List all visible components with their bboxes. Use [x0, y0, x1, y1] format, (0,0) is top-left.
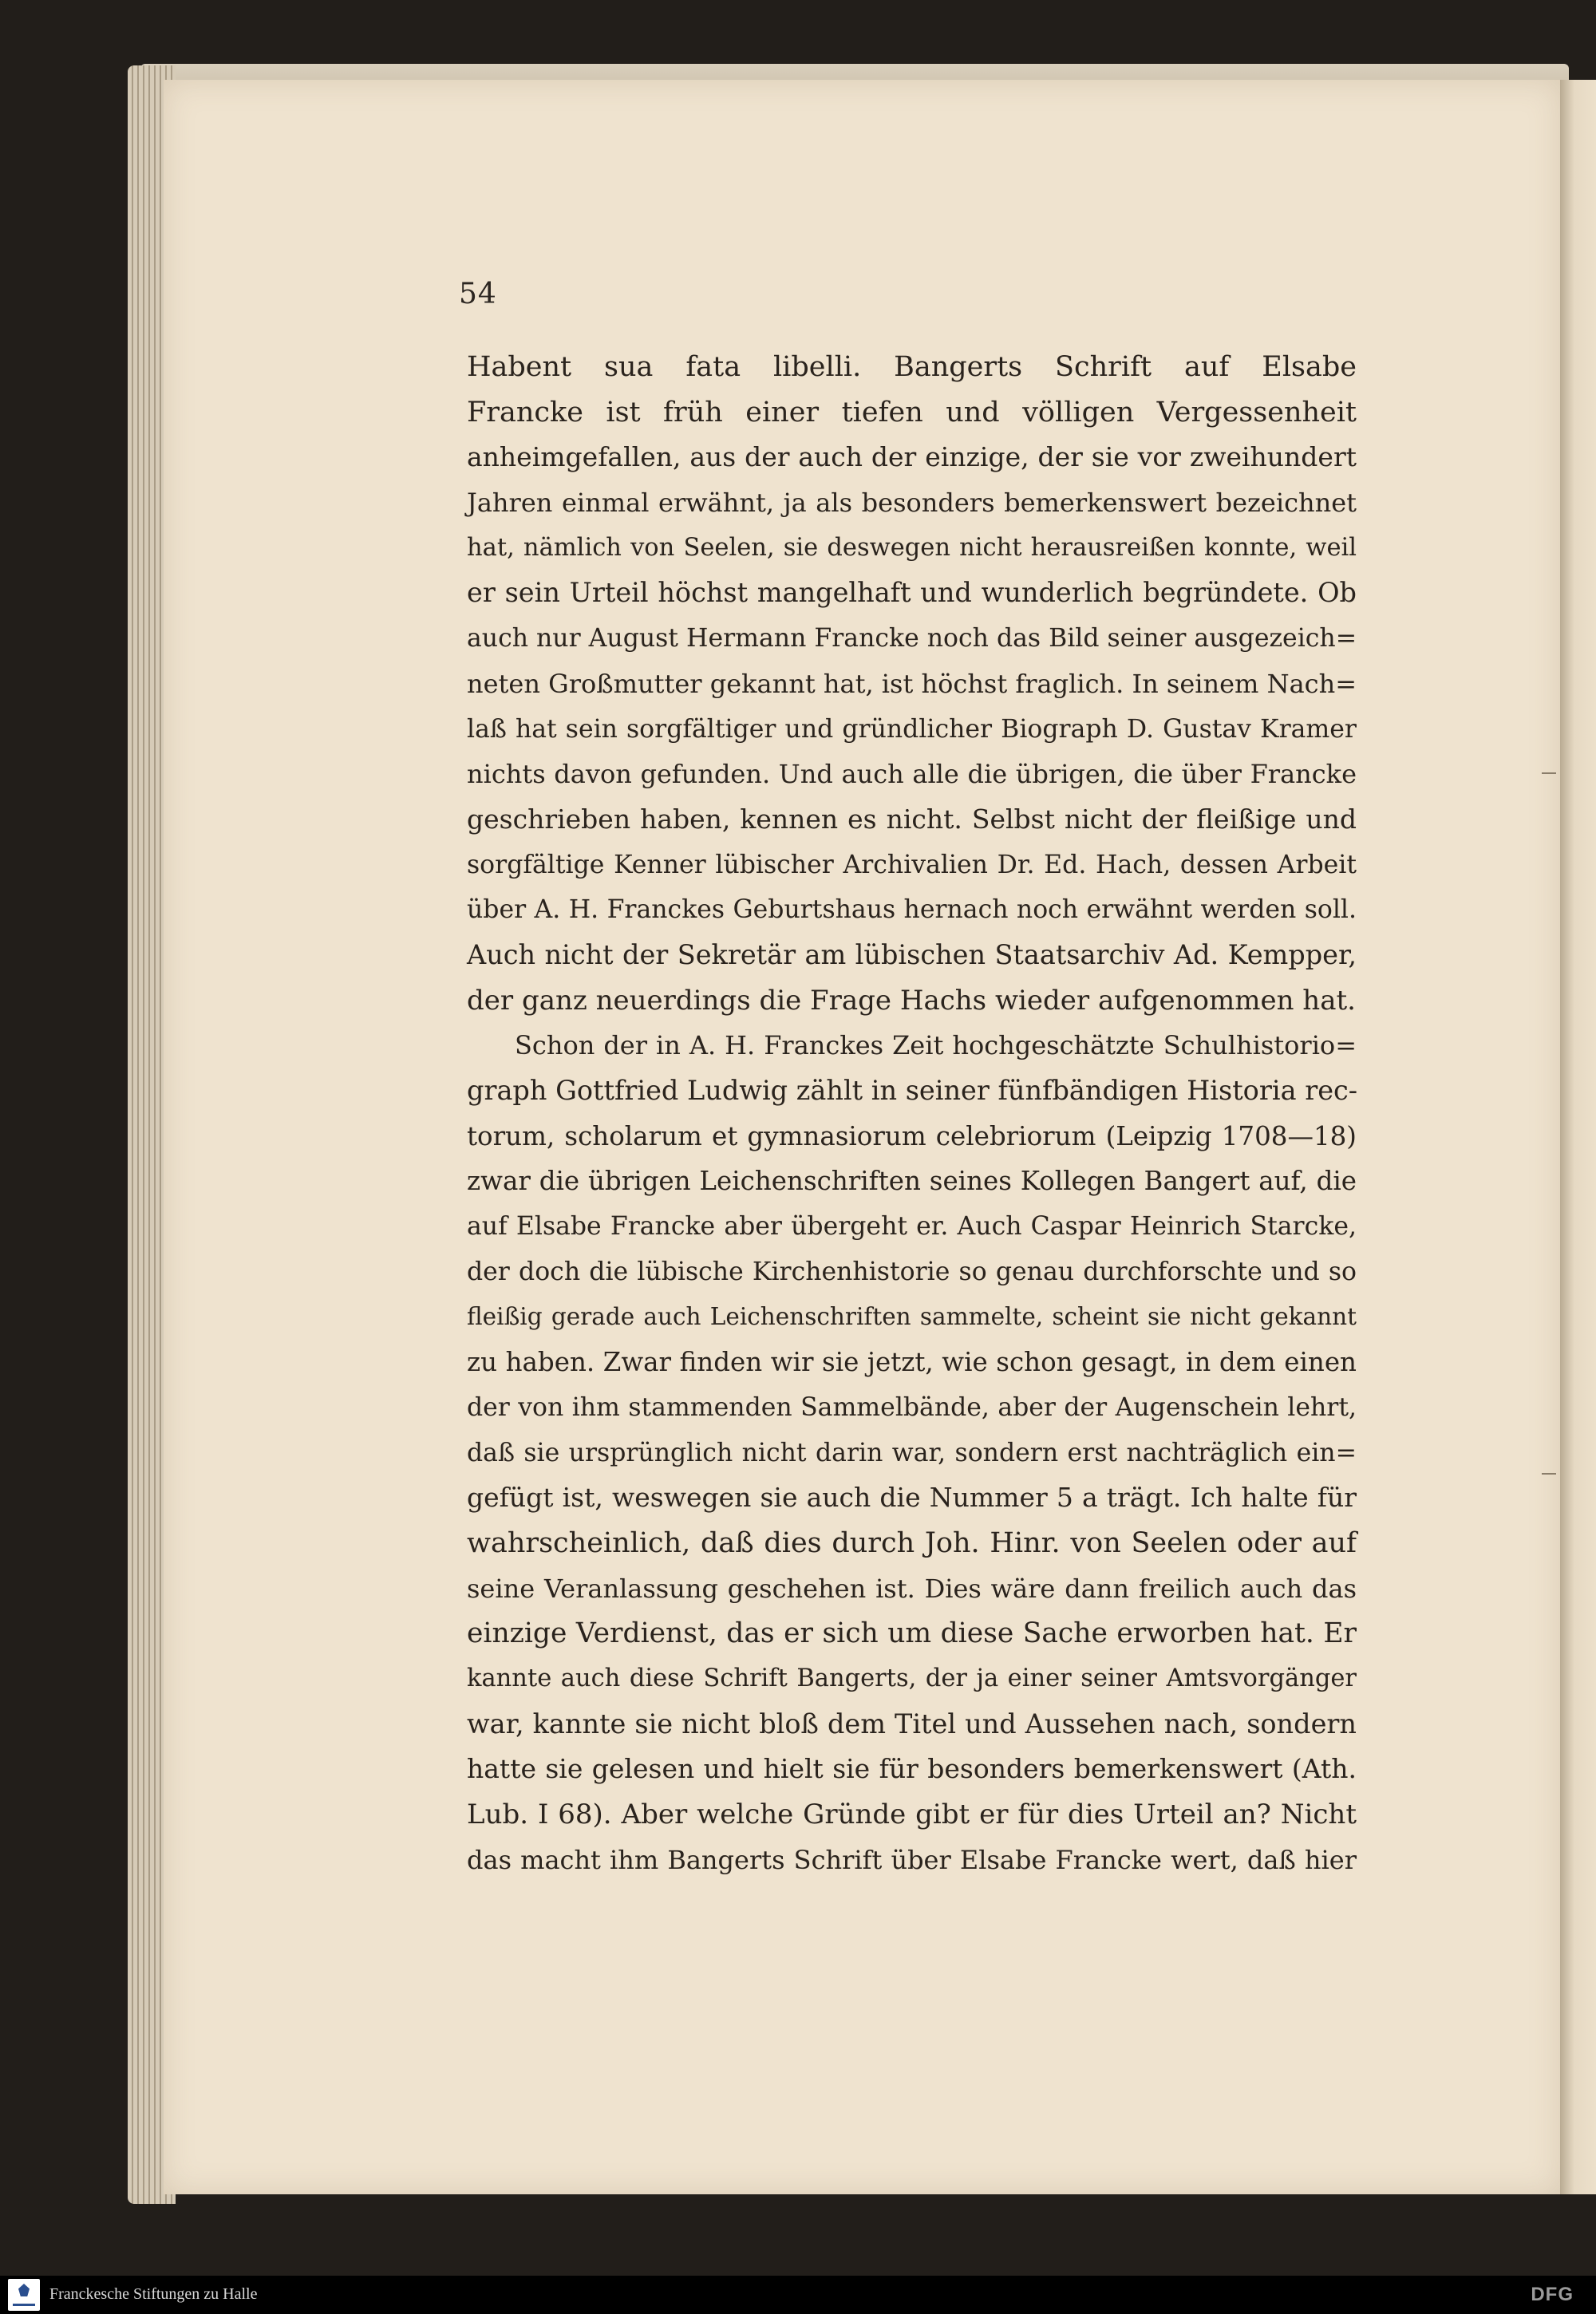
logo-emblem [18, 2284, 30, 2296]
body-text [467, 345, 1357, 1882]
text-line: auch nur August Hermann Francke noch das Bild seiner ausgezeich= [467, 624, 1357, 654]
text-line: nichts davon gefunden. Und auch alle die übrigen, die über Francke [467, 759, 1357, 790]
text-line: über A. H. Franckes Geburtshaus hernach noch erwähnt werden soll. [467, 895, 1357, 925]
text-line: geschrieben haben, kennen es nicht. Selbst nicht der fleißige und [467, 803, 1357, 835]
text-line: sorgfältige Kenner lübischer Archivalien Dr. Ed. Hach, dessen Arbeit [467, 850, 1357, 879]
logo-band [13, 2304, 35, 2306]
text-line: torum, scholarum et gymnasiorum celebriorum (Leipzig 1708—18) [467, 1120, 1357, 1151]
text-line: hat, nämlich von Seelen, sie deswegen nicht herausreißen konnte, weil [467, 533, 1357, 562]
text-line: der ganz neuerdings die Frage Hachs wieder aufgenommen hat. [467, 984, 1356, 1017]
text-line: kannte auch diese Schrift Bangerts, der ja einer seiner Amtsvorgänger [467, 1664, 1357, 1692]
facing-page-edge [1560, 80, 1596, 2194]
text-line: anheimgefallen, aus der auch der einzige, der sie vor zweihundert [467, 441, 1357, 473]
institution-name[interactable]: Franckesche Stiftungen zu Halle [49, 2285, 258, 2303]
text-line: wahrscheinlich, daß dies durch Joh. Hinr. von Seelen oder auf [467, 1526, 1357, 1559]
text-line: graph Gottfried Ludwig zählt in seiner fünfbändigen Historia rec- [467, 1075, 1358, 1106]
text-line: war, kannte sie nicht bloß dem Titel und Aussehen nach, sondern [467, 1708, 1357, 1739]
text-line: laß hat sein sorgfältiger und gründlicher Biograph D. Gustav Kramer [467, 714, 1357, 744]
text-line: zu haben. Zwar finden wir sie jetzt, wie schon gesagt, in dem einen [467, 1347, 1357, 1378]
margin-mark [1542, 1473, 1556, 1475]
text-line: er sein Urteil höchst mangelhaft und wunderlich begründete. Ob [467, 577, 1357, 609]
text-line: der doch die lübische Kirchenhistorie so genau durchforschte und so [467, 1257, 1357, 1286]
institution-logo-icon[interactable] [8, 2279, 40, 2311]
text-line: daß sie ursprünglich nicht darin war, sondern erst nachträglich ein= [467, 1438, 1357, 1467]
text-line: Habent sua fata libelli. Bangerts Schrift auf Elsabe [467, 351, 1357, 383]
text-line: Auch nicht der Sekretär am lübischen Staatsarchiv Ad. Kempper, [467, 938, 1357, 970]
text-line: gefügt ist, weswegen sie auch die Nummer 5 a trägt. Ich halte für [467, 1482, 1357, 1514]
text-line: Schon der in A. H. Franckes Zeit hochgeschätzte Schulhistorio= [515, 1030, 1357, 1061]
text-line: neten Großmutter gekannt hat, ist höchst fraglich. In seinem Nach= [467, 668, 1357, 699]
text-line: fleißig gerade auch Leichenschriften sammelte, scheint sie nicht gekannt [467, 1303, 1357, 1331]
text-line: einzige Verdienst, das er sich um diese Sache erworben hat. Er [467, 1617, 1357, 1650]
text-line: auf Elsabe Francke aber übergeht er. Auch Caspar Heinrich Starcke, [467, 1212, 1357, 1242]
text-line: Francke ist früh einer tiefen und völligen Vergessenheit [467, 396, 1357, 428]
text-line: Jahren einmal erwähnt, ja als besonders bemerkenswert bezeichnet [467, 488, 1357, 519]
text-line: seine Veranlassung geschehen ist. Dies wäre dann freilich auch das [467, 1573, 1357, 1604]
dfg-logo: DFG [1531, 2284, 1574, 2305]
text-line: der von ihm stammenden Sammelbände, aber der Augenschein lehrt, [467, 1392, 1357, 1422]
text-line: hatte sie gelesen und hielt sie für besonders bemerkenswert (Ath. [467, 1753, 1357, 1785]
text-line: Lub. I 68). Aber welche Gründe gibt er für dies Urteil an? Nicht [467, 1799, 1357, 1830]
text-line: das macht ihm Bangerts Schrift über Elsabe Francke wert, daß hier [467, 1844, 1357, 1875]
page-number: 54 [459, 278, 497, 310]
text-line: zwar die übrigen Leichenschriften seines Kollegen Bangert auf, die [467, 1166, 1357, 1197]
margin-mark [1542, 772, 1556, 774]
